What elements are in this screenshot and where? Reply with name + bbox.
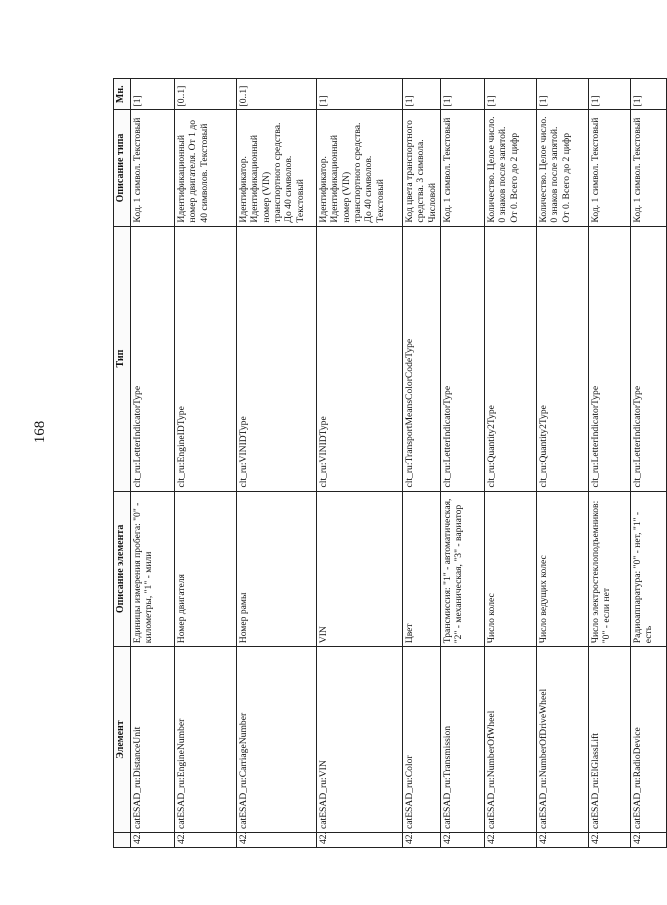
element-table	[113, 78, 667, 848]
table-row	[537, 79, 589, 848]
header-type: Тип	[114, 226, 131, 491]
type-name: clt_ru:Quantity2Type	[537, 226, 589, 491]
header-element-description: Описание элемента	[114, 491, 131, 647]
row-number: 42.	[403, 832, 441, 847]
element-name: catESAD_ru:Color	[403, 647, 441, 833]
element-description: Единицы измерения пробега: "0" - километры, "1" - мили	[131, 491, 175, 647]
type-description: Код. 1 символ. Текстовый	[441, 110, 485, 226]
element-name: catESAD_ru:ElGlassLift	[589, 647, 631, 833]
table-row	[631, 79, 667, 848]
type-description: Количество. Целое число. 0 знаков после запятой. От 0. Всего до 2 цифр	[537, 110, 589, 226]
type-description: Код. 1 символ. Текстовый	[131, 110, 175, 226]
table-body	[131, 79, 667, 848]
element-description: Число колес	[485, 491, 537, 647]
table-row	[131, 79, 175, 848]
element-name: catESAD_ru:RadioDevice	[631, 647, 667, 833]
row-number: 42.	[485, 832, 537, 847]
row-number: 42.	[589, 832, 631, 847]
element-description: Число ведущих колес	[537, 491, 589, 647]
type-name: clt_ru:VINIDType	[237, 226, 317, 491]
element-name: catESAD_ru:DistanceUnit	[131, 647, 175, 833]
row-number: 42.	[317, 832, 403, 847]
type-description: Код цвета транспортного средства. 3 символа. Числовой	[403, 110, 441, 226]
type-name: clt_ru:Quantity2Type	[485, 226, 537, 491]
rotated-table-container	[113, 78, 655, 848]
multiplicity: [1]	[589, 79, 631, 110]
type-description: Код. 1 символ. Текстовый	[631, 110, 667, 226]
element-description: VIN	[317, 491, 403, 647]
multiplicity: [1]	[131, 79, 175, 110]
multiplicity: [1]	[537, 79, 589, 110]
table-row	[485, 79, 537, 848]
row-number: 42.	[237, 832, 317, 847]
header-multiplicity: Мн.	[114, 79, 131, 110]
type-name: clt_ru:VINIDType	[317, 226, 403, 491]
type-description: Идентификатор. Идентификационный номер (VIN) транспортного средства. До 40 символов. Текстовый	[317, 110, 403, 226]
table-row	[403, 79, 441, 848]
type-description: Идентификационный номер двигателя. От 1 до 40 символов. Текстовый	[175, 110, 237, 226]
table-header-row	[114, 79, 131, 848]
element-description: Радиоаппаратура: "0" - нет, "1" - есть	[631, 491, 667, 647]
type-description: Код. 1 символ. Текстовый	[589, 110, 631, 226]
type-description: Идентификатор. Идентификационный номер (VIN) транспортного средства. До 40 символов. Текстовый	[237, 110, 317, 226]
multiplicity: [0..1]	[237, 79, 317, 110]
header-type-description: Описание типа	[114, 110, 131, 226]
page-number: 168	[32, 420, 48, 444]
table-row	[237, 79, 317, 848]
table-row	[175, 79, 237, 848]
element-name: catESAD_ru:VIN	[317, 647, 403, 833]
multiplicity: [1]	[485, 79, 537, 110]
table-row	[589, 79, 631, 848]
element-name: catESAD_ru:Transmission	[441, 647, 485, 833]
row-number: 42.	[631, 832, 667, 847]
multiplicity: [1]	[441, 79, 485, 110]
header-number	[114, 832, 131, 847]
element-name: catESAD_ru:CarriageNumber	[237, 647, 317, 833]
element-description: Номер двигателя	[175, 491, 237, 647]
table-row	[441, 79, 485, 848]
header-element: Элемент	[114, 647, 131, 833]
type-name: clt_ru:LetterIndicatorType	[631, 226, 667, 491]
element-description: Трансмиссия: "1" - автоматическая, "2" - механическая, "3" - вариатор	[441, 491, 485, 647]
type-name: clt_ru:LetterIndicatorType	[589, 226, 631, 491]
multiplicity: [1]	[403, 79, 441, 110]
row-number: 42.	[441, 832, 485, 847]
row-number: 42.	[175, 832, 237, 847]
element-name: catESAD_ru:NumberOfWheel	[485, 647, 537, 833]
row-number: 42.	[131, 832, 175, 847]
element-description: Цвет	[403, 491, 441, 647]
element-description: Число электростеклоподъемников: "0" - если нет	[589, 491, 631, 647]
element-name: catESAD_ru:NumberOfDriveWheel	[537, 647, 589, 833]
table-row	[317, 79, 403, 848]
multiplicity: [1]	[631, 79, 667, 110]
multiplicity: [1]	[317, 79, 403, 110]
type-name: clt_ru:LetterIndicatorType	[441, 226, 485, 491]
row-number: 42.	[537, 832, 589, 847]
type-name: clt_ru:TransportMeansColorCodeType	[403, 226, 441, 491]
type-name: clt_ru:LetterIndicatorType	[131, 226, 175, 491]
type-description: Количество. Целое число. 0 знаков после запятой. От 0. Всего до 2 цифр	[485, 110, 537, 226]
type-name: clt_ru:EngineIDType	[175, 226, 237, 491]
multiplicity: [0..1]	[175, 79, 237, 110]
element-name: catESAD_ru:EngineNumber	[175, 647, 237, 833]
element-description: Номер рамы	[237, 491, 317, 647]
